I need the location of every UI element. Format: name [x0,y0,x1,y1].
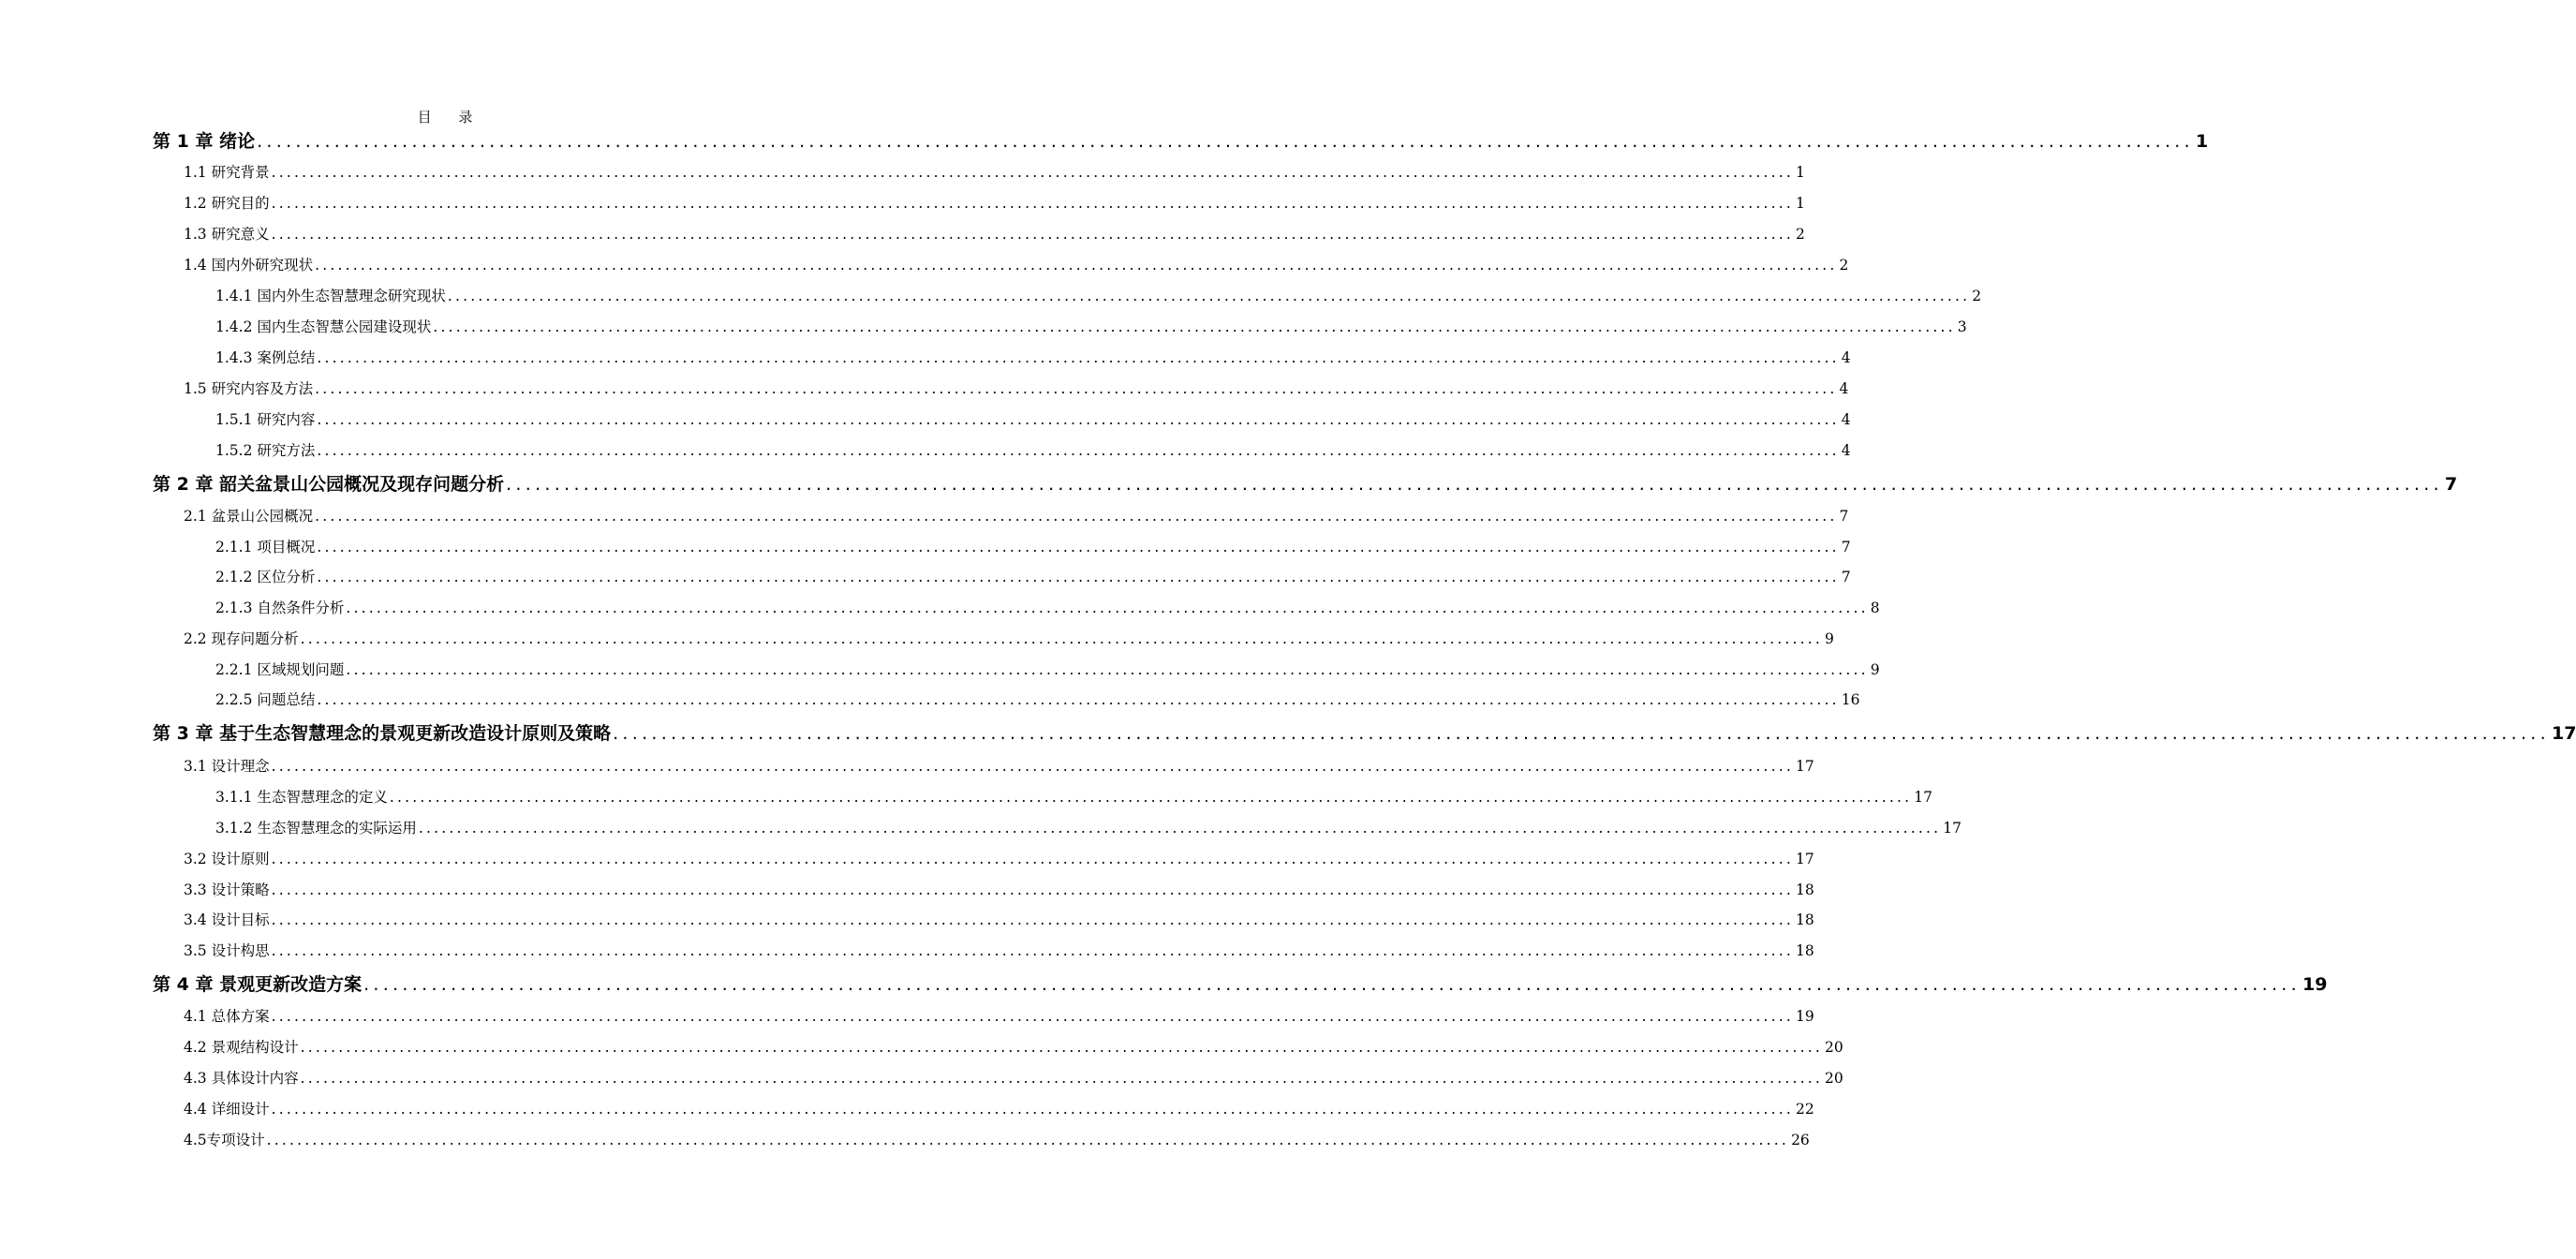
toc-entry-page: 9 [1824,630,1834,647]
toc-entry[interactable] [215,316,1967,336]
leader-dots: ........................................................................................................................................................................................................ [317,539,1840,555]
toc-entry[interactable] [153,470,2458,496]
toc-entry-page: 8 [1870,600,1880,616]
toc-entry-page: 16 [1841,691,1860,708]
toc-entry-label: 3.2 设计原则 [184,851,270,867]
leader-dots: ........................................................................................................................................................................................................ [389,789,1913,806]
toc-entry-label: 2.2.5 问题总结 [215,691,316,708]
leader-dots: ........................................................................................................................................................................................................ [271,226,1794,243]
toc-entry-label: 4.1 总体方案 [184,1008,270,1025]
toc-entry-page: 9 [1870,661,1880,678]
toc-entry-label: 3.3 设计策略 [184,881,270,898]
toc-entry[interactable] [215,439,1851,460]
leader-dots: ........................................................................................................................................................................................................ [271,851,1794,867]
toc-entry[interactable] [184,879,1814,899]
toc-entry-label: 第 3 章 基于生态智慧理念的景观更新改造设计原则及策略 [153,723,612,744]
toc-entry[interactable] [184,1036,1843,1057]
leader-dots: ........................................................................................................................................................................................................ [613,723,2550,744]
leader-dots: ........................................................................................................................................................................................................ [300,630,1823,647]
toc-entry-label: 2.1.3 自然条件分析 [215,600,345,616]
leader-dots: ........................................................................................................................................................................................................ [317,411,1840,428]
toc-entry[interactable] [184,940,1814,960]
toc-entry[interactable] [215,566,1851,586]
leader-dots: ........................................................................................................................................................................................................ [447,288,1971,304]
leader-dots: ........................................................................................................................................................................................................ [433,318,1956,335]
toc-entry-page: 17 [2552,723,2576,744]
toc-entry[interactable] [184,1005,1814,1026]
toc-entry[interactable] [215,659,1880,679]
toc-entry-label: 3.1.1 生态智慧理念的定义 [215,789,388,806]
toc-entry-page: 4 [1839,380,1849,397]
toc-entry-label: 第 1 章 绪论 [153,131,256,152]
toc-entry-page: 18 [1795,911,1814,928]
toc-entry-label: 4.4 详细设计 [184,1101,270,1118]
toc-entry[interactable] [153,719,2576,745]
toc-entry[interactable] [184,909,1814,929]
toc-entry-label: 2.1 盆景山公园概况 [184,508,314,525]
toc-entry[interactable] [184,755,1814,776]
toc-entry-label: 3.1 设计理念 [184,758,270,775]
toc-entry[interactable] [184,161,1805,182]
toc-entry[interactable] [184,505,1849,526]
leader-dots: ........................................................................................................................................................................................................ [271,195,1794,212]
toc-entry-page: 7 [1841,569,1851,585]
toc-entry-label: 4.3 具体设计内容 [184,1070,299,1087]
toc-entry-label: 3.5 设计构思 [184,942,270,959]
toc-entry[interactable] [215,689,1860,709]
leader-dots: ........................................................................................................................................................................................................ [315,257,1838,274]
toc-entry-page: 18 [1795,881,1814,898]
toc-entry-label: 1.4.2 国内生态智慧公园建设现状 [215,318,432,335]
toc-entry-label: 2.2 现存问题分析 [184,630,299,647]
toc-entry-label: 1.5.2 研究方法 [215,442,316,459]
toc-entry[interactable] [184,1067,1843,1088]
toc-entry-page: 17 [1914,789,1933,806]
leader-dots: ........................................................................................................................................................................................................ [300,1039,1823,1056]
toc-entry-page: 17 [1795,851,1814,867]
leader-dots: ........................................................................................................................................................................................................ [315,508,1838,525]
toc-entry-page: 3 [1957,318,1967,335]
toc-entry-label: 1.5.1 研究内容 [215,411,316,428]
toc-entry[interactable] [184,378,1849,398]
toc-entry[interactable] [184,223,1805,244]
toc-entry-label: 1.1 研究背景 [184,164,270,181]
leader-dots: ........................................................................................................................................................................................................ [317,691,1840,708]
toc-entry-page: 7 [1841,539,1851,555]
toc-entry[interactable] [215,347,1851,367]
toc-entry-label: 1.4.3 案例总结 [215,349,316,366]
toc-entry[interactable] [215,817,1962,837]
leader-dots: ........................................................................................................................................................................................................ [271,942,1794,959]
toc-entry-label: 1.2 研究目的 [184,195,270,212]
toc-entry-label: 4.5专项设计 [184,1132,265,1148]
toc-entry-page: 20 [1824,1039,1843,1056]
toc-entry-label: 第 2 章 韶关盆景山公园概况及现存问题分析 [153,474,505,495]
leader-dots: ........................................................................................................................................................................................................ [271,911,1794,928]
toc-entry[interactable] [184,1129,1810,1149]
leader-dots: ........................................................................................................................................................................................................ [346,661,1869,678]
toc-entry[interactable] [215,408,1851,429]
toc-entry[interactable] [184,848,1814,868]
leader-dots: ........................................................................................................................................................................................................ [317,442,1840,459]
toc-entry-label: 3.4 设计目标 [184,911,270,928]
toc-entry[interactable] [184,628,1834,648]
toc-entry-page: 26 [1791,1132,1810,1148]
toc-entry-page: 7 [1839,508,1849,525]
toc-entry-label: 2.2.1 区域规划问题 [215,661,345,678]
leader-dots: ........................................................................................................................................................................................................ [346,600,1869,616]
toc-entry[interactable] [215,536,1851,556]
leader-dots: ........................................................................................................................................................................................................ [257,131,2194,152]
toc-entry-label: 1.5 研究内容及方法 [184,380,314,397]
toc-entry-label: 1.4 国内外研究现状 [184,257,314,274]
toc-entry-page: 1 [1795,164,1805,181]
toc-entry-page: 2 [1795,226,1805,243]
toc-entry[interactable] [153,127,2209,153]
leader-dots: ........................................................................................................................................................................................................ [317,349,1840,366]
toc-entry-page: 4 [1841,442,1851,459]
toc-entry-page: 1 [2196,131,2209,152]
toc-entry-page: 20 [1824,1070,1843,1087]
leader-dots: ........................................................................................................................................................................................................ [271,758,1794,775]
toc-entry-label: 第 4 章 景观更新改造方案 [153,974,363,995]
toc-entry-page: 4 [1841,349,1851,366]
toc-entry[interactable] [184,1098,1814,1118]
toc-entry-page: 19 [2302,974,2328,995]
leader-dots: ........................................................................................................................................................................................................ [271,1008,1794,1025]
leader-dots: ........................................................................................................................................................................................................ [315,380,1838,397]
toc-entry-page: 22 [1795,1101,1814,1118]
leader-dots: ........................................................................................................................................................................................................ [363,974,2301,995]
toc-entry-page: 19 [1795,1008,1814,1025]
toc-entry-page: 17 [1943,820,1962,837]
toc-entry[interactable] [215,786,1933,807]
toc-entry[interactable] [184,254,1849,274]
toc-entry-page: 4 [1841,411,1851,428]
toc-entry[interactable] [215,285,1982,305]
toc-entry-label: 2.1.2 区位分析 [215,569,316,585]
leader-dots: ........................................................................................................................................................................................................ [317,569,1840,585]
toc-entry-label: 1.3 研究意义 [184,226,270,243]
toc-entry-page: 2 [1839,257,1849,274]
page-title: 目 录 [417,109,484,126]
toc-entry-label: 2.1.1 项目概况 [215,539,316,555]
toc-entry-page: 18 [1795,942,1814,959]
toc-entry[interactable] [184,192,1805,213]
toc-entry-page: 1 [1795,195,1805,212]
toc-entry-page: 7 [2445,474,2458,495]
leader-dots: ........................................................................................................................................................................................................ [271,881,1794,898]
leader-dots: ........................................................................................................................................................................................................ [506,474,2443,495]
toc-entry-label: 3.1.2 生态智慧理念的实际运用 [215,820,417,837]
leader-dots: ........................................................................................................................................................................................................ [266,1132,1790,1148]
leader-dots: ........................................................................................................................................................................................................ [300,1070,1823,1087]
toc-entry[interactable] [153,970,2328,996]
leader-dots: ........................................................................................................................................................................................................ [418,820,1942,837]
toc-entry-label: 1.4.1 国内外生态智慧理念研究现状 [215,288,446,304]
leader-dots: ........................................................................................................................................................................................................ [271,1101,1794,1118]
toc-entry-label: 4.2 景观结构设计 [184,1039,299,1056]
toc-entry-page: 17 [1795,758,1814,775]
toc-entry[interactable] [215,597,1880,617]
toc-entry-page: 2 [1972,288,1982,304]
leader-dots: ........................................................................................................................................................................................................ [271,164,1794,181]
